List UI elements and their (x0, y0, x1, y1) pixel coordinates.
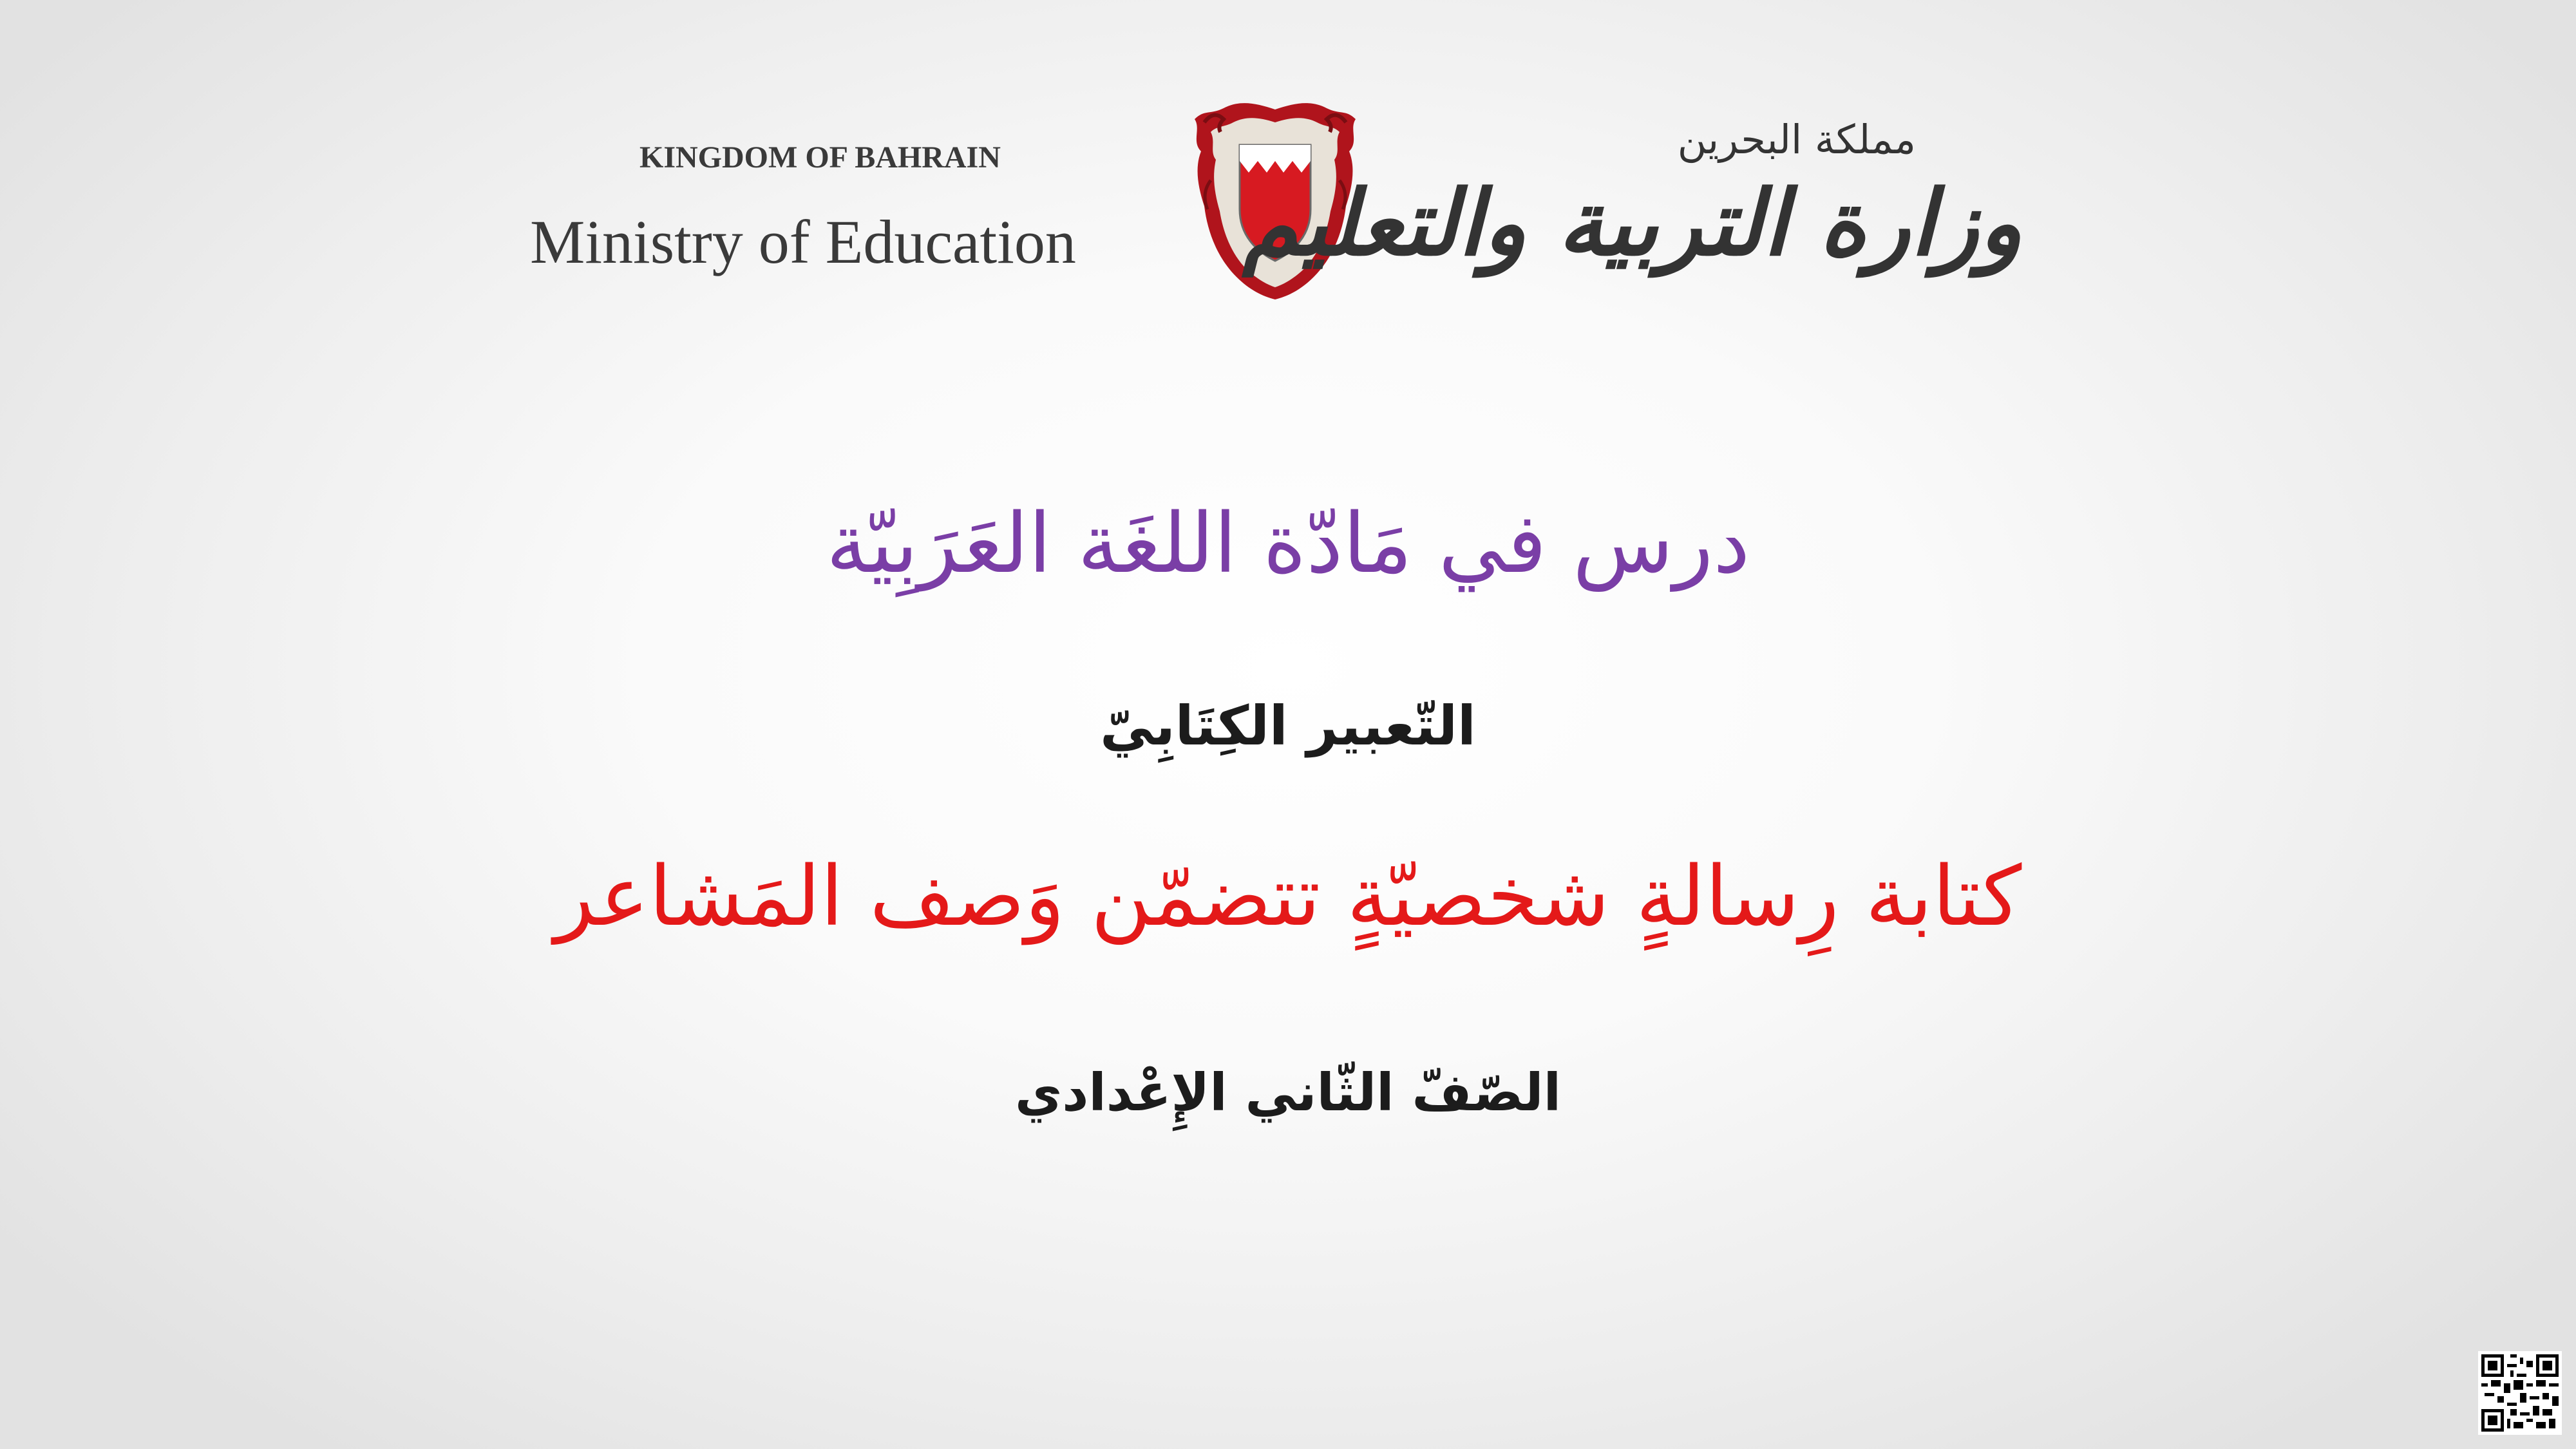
ministry-of-education-label: Ministry of Education (530, 207, 1076, 276)
grade-level-label: الصّفّ الثّاني الإِعْدادي (1014, 1063, 1562, 1122)
lesson-title: كتابة رِسالةٍ شخصيّةٍ تتضمّن وَصف المَشاعر (554, 849, 2022, 945)
lesson-subject-heading: درس في مَادّة اللغَة العَرَبِيّة (826, 496, 1750, 592)
ministry-arabic-block (1242, 109, 2022, 303)
ministry-of-education-arabic-label: وزارة التربية والتعليم (1242, 171, 2022, 276)
lesson-topic-heading: التّعبير الكِتَابِيّ (1100, 694, 1476, 757)
qr-code-icon (2478, 1351, 2562, 1435)
kingdom-of-bahrain-arabic-label: مملكة البحرين (1677, 116, 1916, 163)
kingdom-of-bahrain-label: KINGDOM OF BAHRAIN (639, 140, 1001, 175)
